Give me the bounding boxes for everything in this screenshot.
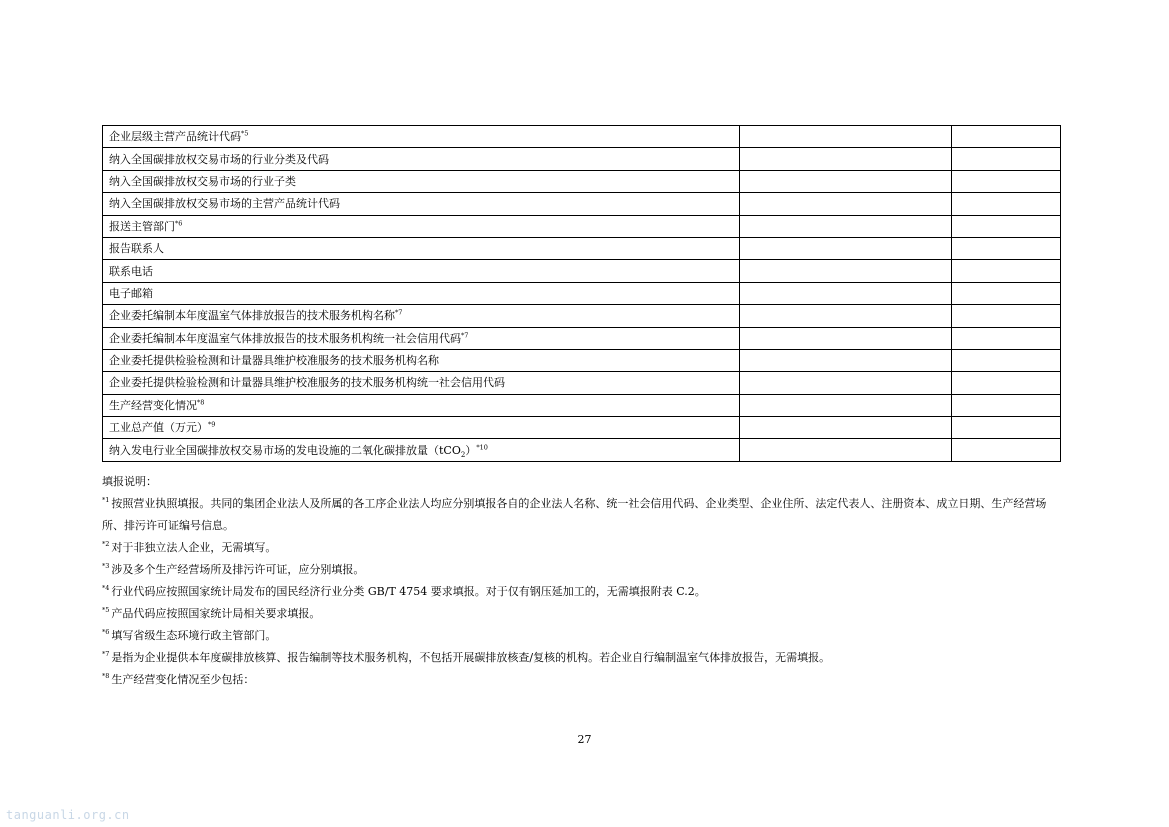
row-value-cell[interactable] <box>740 394 952 416</box>
row-value-cell[interactable] <box>740 327 952 349</box>
note-text: 生产经营变化情况至少包括： <box>111 673 255 686</box>
row-value-cell[interactable] <box>740 305 952 327</box>
row-extra-cell[interactable] <box>952 126 1061 148</box>
row-label-subscript: 2 <box>460 450 466 459</box>
table-row <box>103 394 1061 416</box>
row-label: 纳入发电行业全国碳排放权交易市场的发电设施的二氧化碳排放量（tCO <box>109 443 461 457</box>
notes-list <box>102 493 1064 691</box>
note-text: 按照营业执照填报。共同的集团企业法人及所属的各工序企业法人均应分别填报各自的企业法人名称、统一社会信用代码、企业类型、企业住所、法定代表人、注册资本、成立日期、生产经营场所、排污许可证编号信息。 <box>102 497 1047 532</box>
watermark-text: tanguanli.org.cn <box>6 808 130 822</box>
table-row <box>103 237 1061 259</box>
row-label: 企业委托编制本年度温室气体排放报告的技术服务机构统一社会信用代码 <box>109 331 461 345</box>
row-extra-cell[interactable] <box>952 282 1061 304</box>
table-row <box>103 170 1061 192</box>
filling-notes <box>102 471 1064 691</box>
row-label-cell <box>103 126 740 148</box>
row-extra-cell[interactable] <box>952 439 1061 461</box>
row-label: 纳入全国碳排放权交易市场的主营产品统计代码 <box>109 197 340 211</box>
table-row <box>103 282 1061 304</box>
note-text: 行业代码应按照国家统计局发布的国民经济行业分类 GB/T 4754 要求填报。对于仅有钢压延加工的，无需填报附表 C.2。 <box>111 585 706 598</box>
table-body <box>103 126 1061 462</box>
note-marker: *7 <box>102 650 110 659</box>
note-text: 产品代码应按照国家统计局相关要求填报。 <box>111 607 321 620</box>
note-item <box>102 493 1064 537</box>
note-item <box>102 625 1064 647</box>
footnote-marker: *10 <box>476 443 488 451</box>
row-extra-cell[interactable] <box>952 215 1061 237</box>
row-label-cell <box>103 327 740 349</box>
row-extra-cell[interactable] <box>952 417 1061 439</box>
table-row <box>103 215 1061 237</box>
row-extra-cell[interactable] <box>952 237 1061 259</box>
footnote-marker: *6 <box>175 219 183 228</box>
note-text: 是指为企业提供本年度碳排放核算、报告编制等技术服务机构，不包括开展碳排放核查/复核的机构。若企业自行编制温室气体排放报告，无需填报。 <box>111 651 831 664</box>
note-marker: *5 <box>102 606 110 615</box>
note-item <box>102 669 1064 691</box>
row-value-cell[interactable] <box>740 215 952 237</box>
row-value-cell[interactable] <box>740 372 952 394</box>
table-row <box>103 349 1061 371</box>
row-label-cell <box>103 215 740 237</box>
row-label: 纳入全国碳排放权交易市场的行业分类及代码 <box>109 152 329 166</box>
row-label-cell <box>103 417 740 439</box>
note-marker: *4 <box>102 584 110 593</box>
row-label-cell <box>103 260 740 282</box>
row-extra-cell[interactable] <box>952 372 1061 394</box>
row-label-cell <box>103 349 740 371</box>
row-extra-cell[interactable] <box>952 305 1061 327</box>
row-label: 联系电话 <box>109 264 153 278</box>
row-value-cell[interactable] <box>740 349 952 371</box>
table-row <box>103 126 1061 148</box>
row-value-cell[interactable] <box>740 193 952 215</box>
table-row <box>103 327 1061 349</box>
row-label: 报送主管部门 <box>109 219 175 233</box>
row-value-cell[interactable] <box>740 126 952 148</box>
row-extra-cell[interactable] <box>952 349 1061 371</box>
table-row <box>103 305 1061 327</box>
row-label-cell <box>103 282 740 304</box>
table-row <box>103 148 1061 170</box>
row-label: 企业委托提供检验检测和计量器具维护校准服务的技术服务机构名称 <box>109 354 439 368</box>
note-text: 涉及多个生产经营场所及排污许可证，应分别填报。 <box>111 563 365 576</box>
row-label: 企业委托编制本年度温室气体排放报告的技术服务机构名称 <box>109 309 395 323</box>
footnote-marker: *7 <box>395 308 403 317</box>
row-label-cell <box>103 237 740 259</box>
row-label-cell <box>103 148 740 170</box>
table-row <box>103 417 1061 439</box>
note-marker: *1 <box>102 496 110 505</box>
row-label-cell <box>103 372 740 394</box>
row-label-cell <box>103 394 740 416</box>
row-extra-cell[interactable] <box>952 170 1061 192</box>
row-label: 生产经营变化情况 <box>109 398 197 412</box>
footnote-marker: *8 <box>197 398 205 407</box>
row-value-cell[interactable] <box>740 260 952 282</box>
row-value-cell[interactable] <box>740 282 952 304</box>
row-label: 工业总产值（万元） <box>109 421 208 435</box>
row-extra-cell[interactable] <box>952 327 1061 349</box>
table-row <box>103 193 1061 215</box>
table-row <box>103 260 1061 282</box>
row-label-cell <box>103 439 740 461</box>
row-label: 企业层级主营产品统计代码 <box>109 130 241 144</box>
row-extra-cell[interactable] <box>952 394 1061 416</box>
page-number: 27 <box>577 733 592 746</box>
row-label: 纳入全国碳排放权交易市场的行业子类 <box>109 174 296 188</box>
row-extra-cell[interactable] <box>952 260 1061 282</box>
footnote-marker: *7 <box>461 331 469 340</box>
table-row <box>103 372 1061 394</box>
row-label: 企业委托提供检验检测和计量器具维护校准服务的技术服务机构统一社会信用代码 <box>109 376 505 390</box>
note-text: 对于非独立法人企业，无需填写。 <box>111 541 277 554</box>
note-item <box>102 603 1064 625</box>
row-label: 电子邮箱 <box>109 286 153 300</box>
enterprise-info-table <box>102 125 1061 462</box>
row-value-cell[interactable] <box>740 237 952 259</box>
note-marker: *8 <box>102 672 110 681</box>
footnote-marker: *9 <box>208 420 216 429</box>
note-marker: *3 <box>102 562 110 571</box>
note-item <box>102 537 1064 559</box>
row-label: 报告联系人 <box>109 242 164 256</box>
note-item <box>102 647 1064 669</box>
note-item <box>102 559 1064 581</box>
row-label-cell <box>103 193 740 215</box>
note-marker: *2 <box>102 540 110 549</box>
notes-title: 填报说明： <box>102 475 157 488</box>
footnote-marker: *5 <box>241 129 249 138</box>
row-value-cell[interactable] <box>740 170 952 192</box>
row-label-cell <box>103 170 740 192</box>
row-label-cell <box>103 305 740 327</box>
table-row <box>103 439 1061 461</box>
row-value-cell[interactable] <box>740 417 952 439</box>
row-extra-cell[interactable] <box>952 148 1061 170</box>
row-extra-cell[interactable] <box>952 193 1061 215</box>
note-text: 填写省级生态环境行政主管部门。 <box>111 629 277 642</box>
note-marker: *6 <box>102 628 110 637</box>
row-value-cell[interactable] <box>740 148 952 170</box>
row-value-cell[interactable] <box>740 439 952 461</box>
row-label-tail: ） <box>465 443 477 457</box>
note-item <box>102 581 1064 603</box>
